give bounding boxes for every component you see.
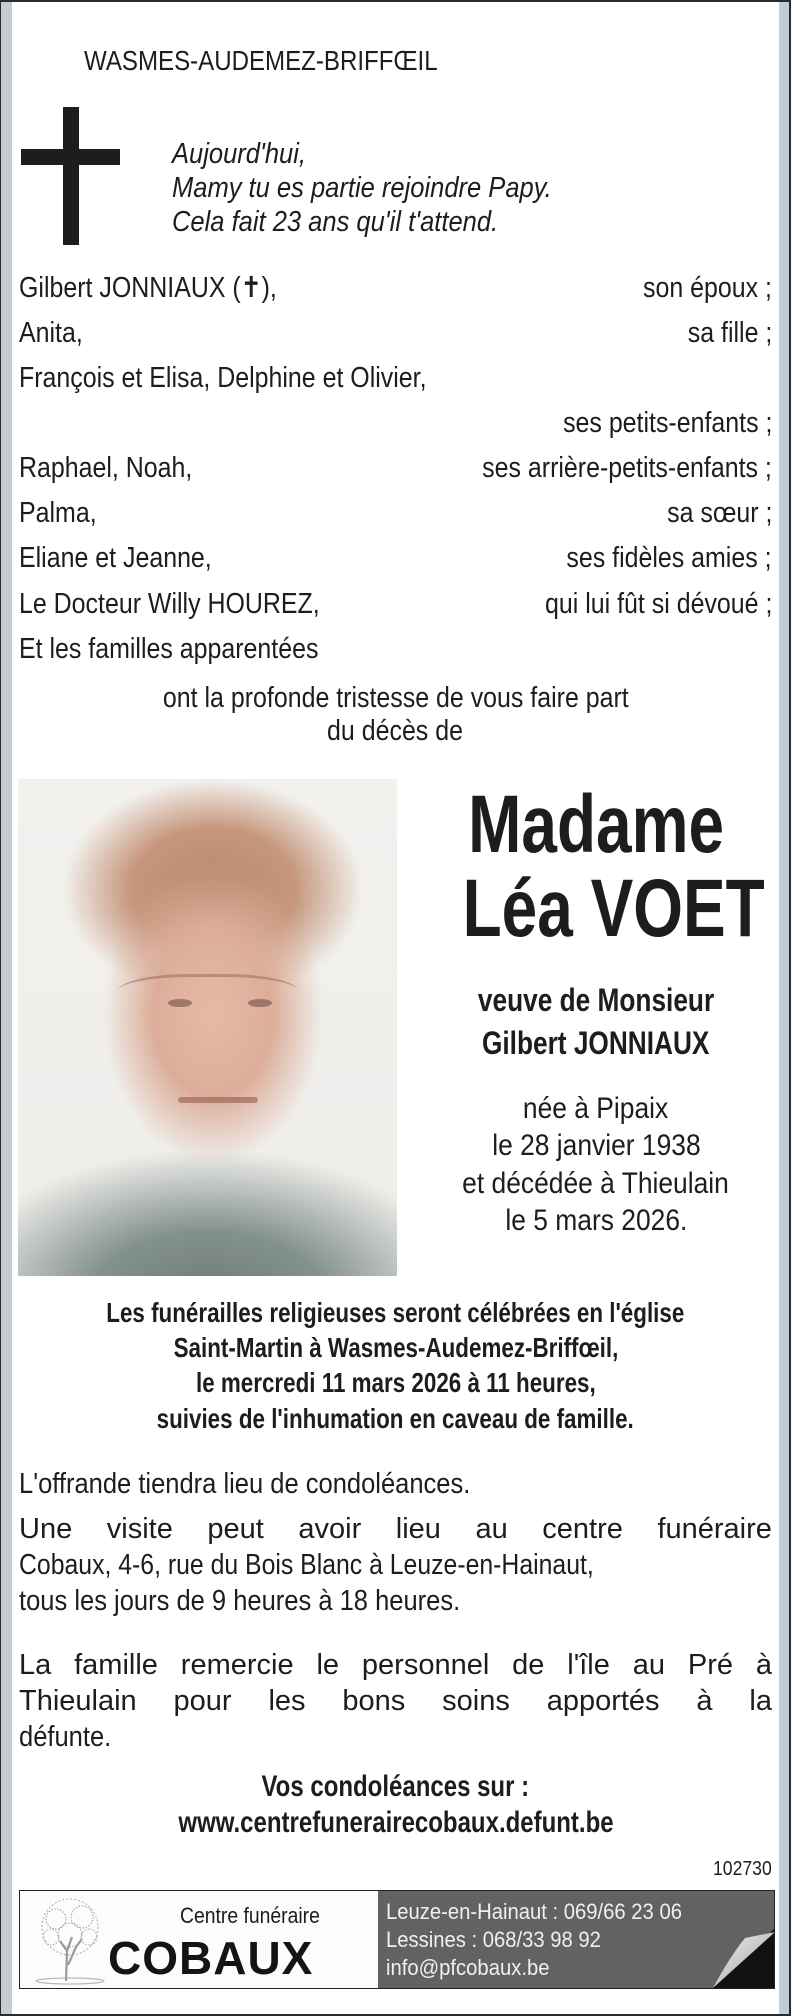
- word: l'île: [567, 1649, 610, 1681]
- family-row: [19, 541, 772, 575]
- family-name: Eliane et Jeanne,: [19, 542, 212, 574]
- word: les: [268, 1685, 306, 1717]
- family-name: François et Elisa, Delphine et Olivier,: [19, 362, 427, 394]
- word: soins: [442, 1685, 510, 1717]
- place-text: WASMES-AUDEMEZ-BRIFFŒIL: [84, 45, 438, 76]
- offering-text: L'offrande tiendra lieu de condoléances.: [19, 1468, 471, 1500]
- thanks-line-1: [19, 1651, 772, 1680]
- poem-line-3: Cela fait 23 ans qu'il t'attend.: [172, 206, 499, 238]
- family-relation: qui lui fût si dévoué ;: [544, 588, 772, 620]
- word: La: [19, 1649, 52, 1681]
- word: pour: [173, 1685, 232, 1717]
- death-place: et décédée à Thieulain: [462, 1167, 730, 1200]
- family-name: Raphael, Noah,: [19, 452, 193, 484]
- family-row: [19, 632, 772, 666]
- funeral-line-3: le mercredi 11 mars 2026 à 11 heures,: [195, 1367, 596, 1398]
- thanks-justified-line: [19, 1651, 772, 1680]
- visit-line-1: [19, 1515, 772, 1544]
- family-relation: sa fille ;: [687, 317, 772, 349]
- word: le: [316, 1649, 340, 1681]
- word: Une: [19, 1513, 73, 1545]
- family-row: [19, 316, 772, 350]
- funeral-home-banner: [19, 1890, 775, 1989]
- birth-place: née à Pipaix: [523, 1092, 669, 1125]
- word: funéraire: [657, 1513, 772, 1545]
- family-relation: ses arrière-petits-enfants ;: [482, 452, 772, 484]
- family-row: [19, 406, 772, 440]
- widow-line-1: veuve de Monsieur: [477, 982, 715, 1018]
- visit-justified-line: [19, 1515, 772, 1544]
- word: de: [512, 1649, 545, 1681]
- thanks-justified-line: [19, 1687, 772, 1716]
- visit-line-2: Cobaux, 4-6, rue du Bois Blanc à Leuze-en-Hainaut,: [19, 1549, 594, 1581]
- family-relation: son époux ;: [643, 272, 772, 304]
- contact-phone-lessines: Lessines : 068/33 98 92: [386, 1927, 601, 1952]
- contact-panel: [378, 1891, 775, 1988]
- family-row: [19, 587, 772, 621]
- word: famille: [74, 1649, 158, 1681]
- word: visite: [106, 1513, 173, 1545]
- place-heading: [84, 47, 495, 75]
- condolences-link[interactable]: www.centrefunerairecobaux.defunt.be: [177, 1806, 614, 1839]
- word: à: [755, 1649, 772, 1681]
- widow-line-2: Gilbert JONNIAUX: [482, 1025, 710, 1061]
- word: à: [696, 1685, 713, 1717]
- birth-date: le 28 janvier 1938: [491, 1129, 701, 1162]
- family-name: Palma,: [19, 497, 97, 529]
- word: avoir: [298, 1513, 362, 1545]
- announce-line-2: du décès de: [327, 715, 464, 747]
- family-relation: ses petits-enfants ;: [562, 407, 772, 439]
- thanks-line-2: [19, 1687, 772, 1716]
- reference-number: 102730: [713, 1858, 772, 1880]
- condolences-label: Vos condoléances sur :: [261, 1770, 530, 1803]
- family-row: [19, 361, 772, 395]
- family-name: Le Docteur Willy HOUREZ,: [19, 588, 320, 620]
- right-margin-strip: [779, 2, 789, 2014]
- word: Pré: [687, 1649, 733, 1681]
- brand-name: COBAUX: [108, 1932, 314, 1984]
- word: remercie: [180, 1649, 294, 1681]
- funeral-line-2: Saint-Martin à Wasmes-Audemez-Briffœil,: [173, 1332, 618, 1363]
- brand-subtitle: Centre funéraire: [180, 1903, 320, 1928]
- left-margin-strip: [1, 2, 12, 2014]
- funeral-line-4: suivies de l'inhumation en caveau de famille.: [156, 1403, 635, 1434]
- word: lieu: [395, 1513, 441, 1545]
- family-name: Et les familles apparentées: [19, 633, 319, 665]
- family-name: Anita,: [19, 317, 83, 349]
- deceased-name: Léa VOET: [462, 863, 765, 954]
- death-date: le 5 mars 2026.: [505, 1204, 687, 1237]
- poem-line-2: Mamy tu es partie rejoindre Papy.: [172, 172, 552, 204]
- word: centre: [542, 1513, 623, 1545]
- contact-phone-leuze: Leuze-en-Hainaut : 069/66 23 06: [386, 1899, 682, 1924]
- thanks-line-3: défunte.: [19, 1721, 112, 1753]
- family-name: Gilbert JONNIAUX (✝),: [19, 272, 277, 304]
- funeral-line-1: Les funérailles religieuses seront célébrées en l'église: [106, 1297, 685, 1328]
- word: la: [749, 1685, 772, 1717]
- tree-icon: [26, 1895, 114, 1985]
- word: Thieulain: [19, 1685, 137, 1717]
- family-relation: sa sœur ;: [666, 497, 772, 529]
- contact-email[interactable]: info@pfcobaux.be: [386, 1955, 550, 1980]
- family-relation: ses fidèles amies ;: [566, 542, 772, 574]
- poem-line-1: Aujourd'hui,: [172, 138, 306, 170]
- word: personnel: [361, 1649, 490, 1681]
- word: peut: [207, 1513, 264, 1545]
- word: apportés: [546, 1685, 660, 1717]
- word: au: [475, 1513, 508, 1545]
- family-row: [19, 496, 772, 530]
- word: au: [632, 1649, 665, 1681]
- deceased-title: Madame: [468, 779, 724, 870]
- announce-line-1: ont la profonde tristesse de vous faire part: [162, 682, 629, 714]
- brand-panel: [20, 1891, 378, 1988]
- word: bons: [342, 1685, 406, 1717]
- visit-line-3: tous les jours de 9 heures à 18 heures.: [19, 1585, 461, 1617]
- deceased-photo: [18, 779, 397, 1276]
- page-curl-icon: [685, 1928, 775, 1988]
- family-row: [19, 451, 772, 485]
- family-row: [19, 271, 772, 305]
